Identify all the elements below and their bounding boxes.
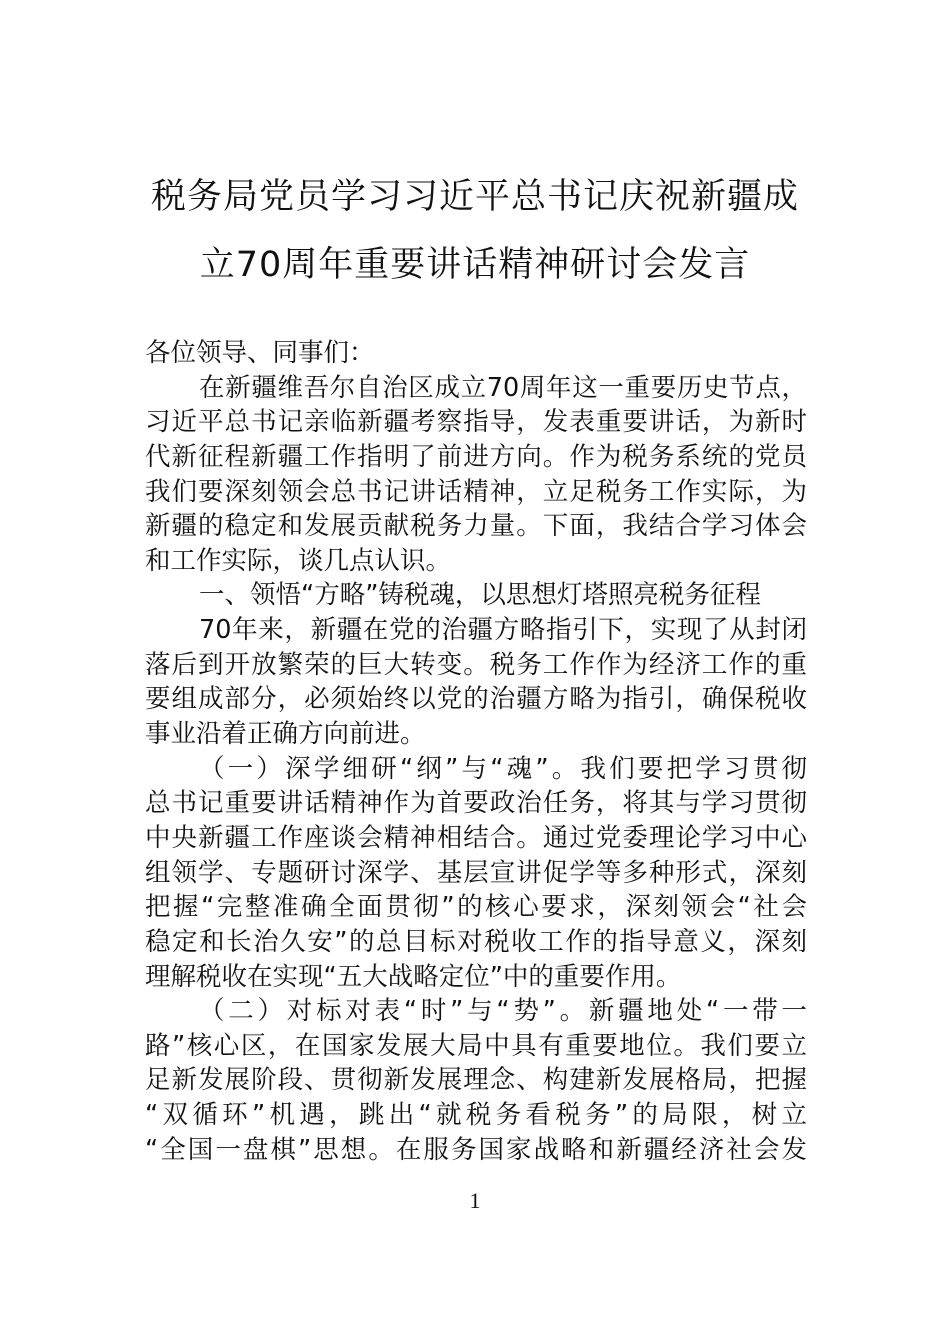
text-line: 事业沿着正确方向前进。 [145, 719, 426, 750]
text-line: 总书记重要讲话精神作为首要政治任务，将其与学习贯彻 [145, 788, 807, 819]
text-line: （二）对标对表“时”与“势”。新疆地处“一带一 [199, 996, 807, 1027]
text-line: 组领学、专题研讨深学、基层宣讲促学等多种形式，深刻 [145, 857, 807, 888]
text-line: 落后到开放繁荣的巨大转变。税务工作作为经济工作的重 [145, 649, 807, 680]
text-line: （一）深学细研“纲”与“魂”。我们要把学习贯彻 [199, 753, 807, 784]
text-line: 路”核心区，在国家发展大局中具有重要地位。我们要立 [145, 1030, 807, 1061]
text-line: “双循环”机遇，跳出“就税务看税务”的局限，树立 [145, 1100, 807, 1131]
document-title-line-2: 立70周年重要讲话精神研讨会发言 [199, 245, 751, 285]
text-line: 我们要深刻领会总书记讲话精神，立足税务工作实际，为 [145, 476, 807, 507]
document-body [145, 336, 807, 1167]
text-line: 理解税收在实现“五大战略定位”中的重要作用。 [145, 961, 682, 992]
text-line: 把握“完整准确全面贯彻”的核心要求，深刻领会“社会 [145, 892, 807, 923]
paragraph [145, 578, 807, 613]
text-line: 中央新疆工作座谈会精神相结合。通过党委理论学习中心 [145, 822, 807, 853]
paragraph [145, 613, 807, 752]
text-line: 代新征程新疆工作指明了前进方向。作为税务系统的党员 [145, 441, 807, 472]
text-line: 足新发展阶段、贯彻新发展理念、构建新发展格局，把握 [145, 1065, 807, 1096]
text-line: 一、领悟“方略”铸税魂，以思想灯塔照亮税务征程 [199, 580, 761, 611]
text-line: “全国一盘棋”思想。在服务国家战略和新疆经济社会发 [145, 1134, 807, 1165]
text-line: 在新疆维吾尔自治区成立70周年这一重要历史节点， [199, 372, 807, 403]
text-line: 各位领导、同事们： [145, 338, 375, 368]
text-line: 新疆的稳定和发展贡献税务力量。下面，我结合学习体会 [145, 511, 807, 542]
paragraph [145, 336, 807, 371]
text-line: 要组成部分，必须始终以党的治疆方略为指引，确保税收 [145, 684, 807, 715]
text-line: 和工作实际，谈几点认识。 [145, 545, 452, 576]
text-line: 习近平总书记亲临新疆考察指导，发表重要讲话，为新时 [145, 407, 807, 438]
text-line: 稳定和长治久安”的总目标对税收工作的指导意义，深刻 [145, 926, 807, 957]
page-number: 1 [469, 1188, 481, 1213]
document-title-line-1: 税务局党员学习习近平总书记庆祝新疆成 [150, 177, 799, 217]
paragraph [145, 371, 807, 579]
text-line: 70年来，新疆在党的治疆方略指引下，实现了从封闭 [199, 615, 807, 646]
paragraph [145, 752, 807, 994]
paragraph [145, 994, 807, 1167]
